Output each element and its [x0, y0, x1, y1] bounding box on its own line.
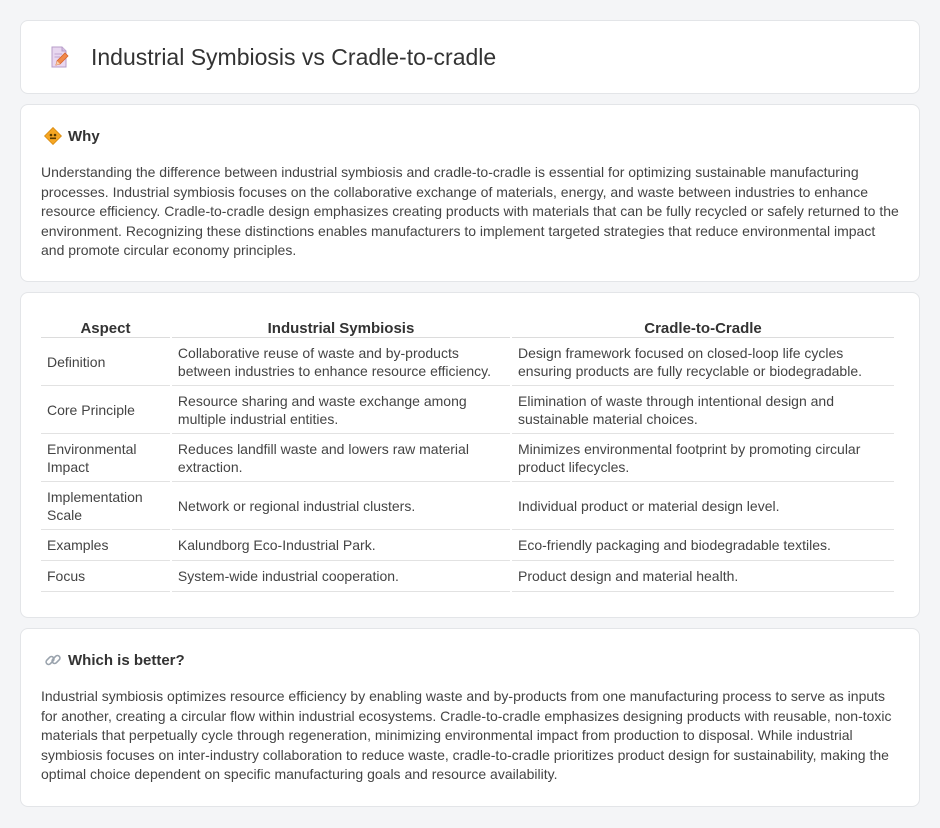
row-industrial-symbiosis: Collaborative reuse of waste and by-products between industries to enhance resource efficiency. — [172, 338, 510, 386]
table-row — [41, 482, 894, 530]
row-cradle-to-cradle: Individual product or material design level. — [512, 482, 894, 530]
table-row — [41, 530, 894, 561]
row-aspect: Environmental Impact — [41, 434, 170, 482]
row-aspect: Core Principle — [41, 386, 170, 434]
row-cradle-to-cradle: Eco-friendly packaging and biodegradable textiles. — [512, 530, 894, 561]
comparison-section — [20, 292, 920, 618]
table-row — [41, 434, 894, 482]
table-header-row — [41, 313, 894, 338]
row-cradle-to-cradle: Design framework focused on closed-loop life cycles ensuring products are fully recyclable or biodegradable. — [512, 338, 894, 386]
link-icon — [44, 651, 62, 669]
row-industrial-symbiosis: Network or regional industrial clusters. — [172, 482, 510, 530]
row-industrial-symbiosis: Kalundborg Eco-Industrial Park. — [172, 530, 510, 561]
comparison-table — [39, 313, 896, 592]
diamond-sign-icon — [44, 127, 62, 145]
better-text: Industrial symbiosis optimizes resource efficiency by enabling waste and by-products from one manufacturing process to serve as inputs for another, creating a circular flow within industrial ecosystems. Cradle-to-cradle emphasizes designing products with reusable, non-toxic materials that perpetually cycle through regeneration, minimizing environmental impact from production to disposal. While industrial symbiosis focuses on inter-industry collaboration to reduce waste, cradle-to-cradle prioritizes product design for sustainability, making the optimal choice dependent on specific manufacturing goals and resource availability. — [41, 688, 892, 783]
row-industrial-symbiosis: Resource sharing and waste exchange among multiple industrial entities. — [172, 386, 510, 434]
table-row — [41, 338, 894, 386]
row-aspect: Definition — [41, 338, 170, 386]
better-heading — [41, 651, 899, 669]
row-aspect: Focus — [41, 561, 170, 592]
document-pencil-icon — [47, 45, 71, 69]
table-row — [41, 561, 894, 592]
why-section — [20, 104, 920, 282]
header-aspect: Aspect — [41, 313, 170, 338]
header-industrial-symbiosis: Industrial Symbiosis — [172, 313, 510, 338]
header-card — [20, 20, 920, 94]
row-aspect: Examples — [41, 530, 170, 561]
better-title: Which is better? — [68, 651, 185, 669]
header-cradle-to-cradle: Cradle-to-Cradle — [512, 313, 894, 338]
row-cradle-to-cradle: Minimizes environmental footprint by promoting circular product lifecycles. — [512, 434, 894, 482]
why-title: Why — [68, 127, 100, 145]
why-heading — [41, 127, 899, 145]
row-cradle-to-cradle: Elimination of waste through intentional design and sustainable material choices. — [512, 386, 894, 434]
row-industrial-symbiosis: System-wide industrial cooperation. — [172, 561, 510, 592]
row-cradle-to-cradle: Product design and material health. — [512, 561, 894, 592]
row-industrial-symbiosis: Reduces landfill waste and lowers raw material extraction. — [172, 434, 510, 482]
why-text: Understanding the difference between industrial symbiosis and cradle-to-cradle is essential for optimizing sustainable manufacturing processes. Industrial symbiosis focuses on the collaborative exchange of materials, energy, and waste between industries to enhance resource efficiency. Cradle-to-cradle design emphasizes creating products with materials that can be fully recycled or safely returned to the environment. Recognizing these distinctions enables manufacturers to implement targeted strategies that reduce environmental impact and promote circular economy principles. — [41, 164, 899, 259]
page-title: Industrial Symbiosis vs Cradle-to-cradle — [91, 43, 497, 70]
row-aspect: Implementation Scale — [41, 482, 170, 530]
which-is-better-section — [20, 628, 920, 807]
table-row — [41, 386, 894, 434]
